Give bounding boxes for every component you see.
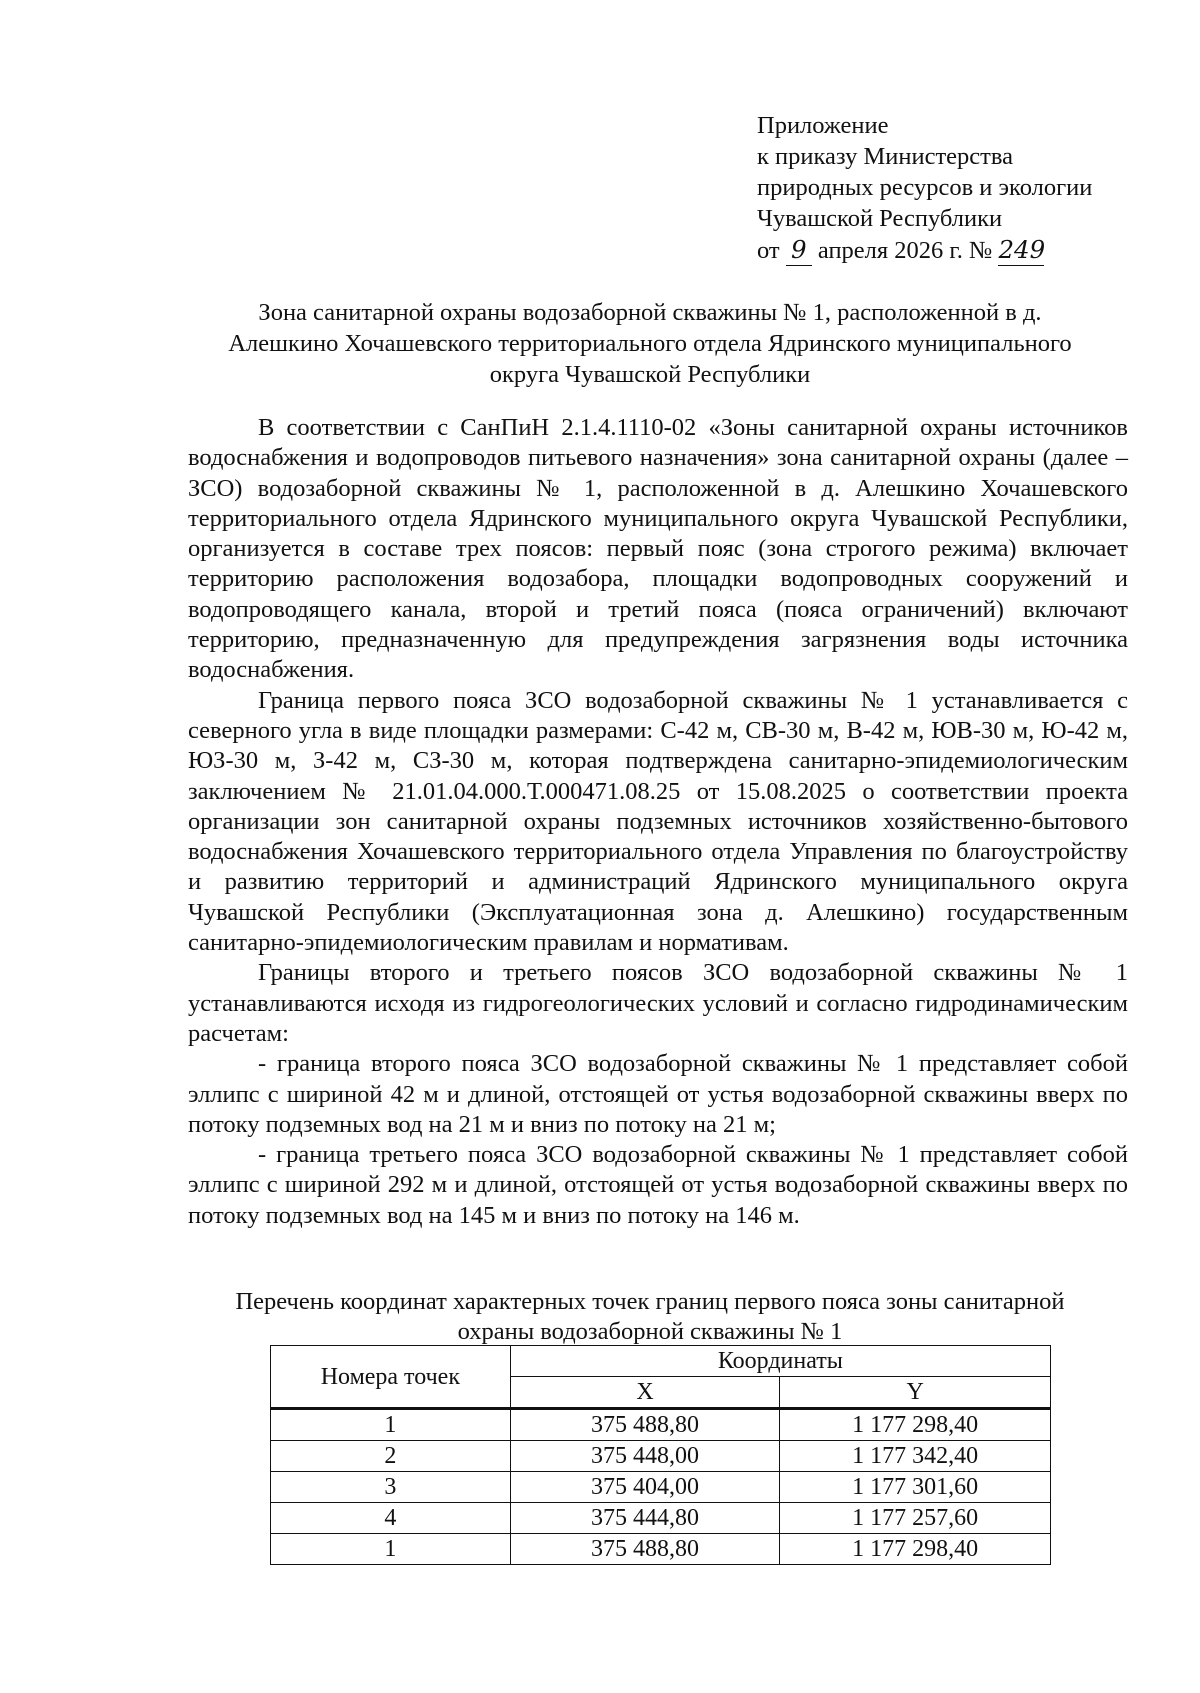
table-caption [150,1287,1150,1347]
header-coordinates: Координаты [510,1346,1050,1377]
document-title [150,297,1150,390]
paragraph-4: - граница второго пояса ЗСО водозаборной скважины № 1 представляет собой эллипс с шириной 42 м и длиной, отстоящей от устья водозаборной скважины вверх по потоку подземных вод на 21 м и вниз по потоку на 21 м; [188,1050,1128,1138]
paragraph-3: Границы второго и третьего поясов ЗСО водозаборной скважины № 1 устанавливаются исходя из гидрогеологических условий и согласно гидродинамическим расчетам: [188,959,1128,1047]
header-y: Y [780,1377,1051,1409]
handwritten-order-number: 249 [998,235,1046,264]
cell-point: 3 [271,1472,511,1503]
document-body [188,413,1128,1231]
cell-x: 375 488,80 [510,1409,780,1441]
title-line-3: округа Чувашской Республики [489,361,811,388]
table-row [271,1534,1051,1565]
header-line-1: Приложение [757,112,889,139]
table-row [271,1472,1051,1503]
paragraph-2: Граница первого пояса ЗСО водозаборной скважины № 1 устанавливается с северного угла в виде площадки размерами: С-42 м, СВ-30 м, В-42 м, ЮВ-30 м, Ю-42 м, ЮЗ-30 м, З-42 м, СЗ-30 м, которая подтверждена санитарно-эпидемиологическим заключением № 21.01.04.000.Т.000471.08.25 от 15.08.2025 о соответствии проекта организации зон санитарной охраны подземных источников хозяйственно-бытового водоснабжения Хочашевского территориального отдела Управления по благоустройству и развитию территорий и администраций Ядринского муниципального округа Чувашской Республики (Эксплуатационная зона д. Алешкино) государственным санитарно-эпидемиологическим правилам и нормативам. [188,686,1128,957]
header-date-line [757,234,1092,266]
cell-x: 375 404,00 [510,1472,780,1503]
paragraph-1: В соответствии с СанПиН 2.1.4.1110-02 «Зоны санитарной охраны источников водоснабжения и водопроводов питьевого назначения» зона санитарной охраны (далее – ЗСО) водозаборной скважины № 1, расположенной в д. Алешкино Хочашевского территориального отдела Ядринского муниципального округа Чувашской Республики, организуется в составе трех поясов: первый пояс (зона строгого режима) включает территорию расположения водозабора, площадки водопроводных сооружений и водопроводящего канала, второй и третий пояса (пояса ограничений) включают территорию, предназначенную для предупреждения загрязнения воды источника водоснабжения. [188,414,1128,684]
header-point-numbers: Номера точек [271,1346,511,1409]
table-row [271,1409,1051,1441]
cell-point: 4 [271,1503,511,1534]
header-line-3: природных ресурсов и экологии [757,174,1093,201]
table-row [271,1441,1051,1472]
cell-y: 1 177 298,40 [780,1409,1051,1441]
cell-x: 375 448,00 [510,1441,780,1472]
table-caption-line-2: охраны водозаборной скважины № 1 [457,1318,843,1345]
date-rest: апреля 2026 г. № [817,237,993,264]
title-line-2: Алешкино Хочашевского территориального отдела Ядринского муниципального [228,330,1072,357]
header-line-4: Чувашской Республики [757,205,1003,232]
coordinates-table [270,1345,1051,1565]
cell-point: 2 [271,1441,511,1472]
cell-point: 1 [271,1409,511,1441]
cell-y: 1 177 257,60 [780,1503,1051,1534]
table-caption-line-1: Перечень координат характерных точек границ первого пояса зоны санитарной [235,1288,1065,1315]
date-prefix: от [757,237,780,264]
cell-y: 1 177 301,60 [780,1472,1051,1503]
cell-y: 1 177 342,40 [780,1441,1051,1472]
title-line-1: Зона санитарной охраны водозаборной скважины № 1, расположенной в д. [258,299,1042,326]
cell-x: 375 444,80 [510,1503,780,1534]
paragraph-5: - граница третьего пояса ЗСО водозаборной скважины № 1 представляет собой эллипс с шириной 292 м и длиной, отстоящей от устья водозаборной скважины вверх по потоку подземных вод на 145 м и вниз по потоку на 146 м. [188,1141,1128,1229]
table-row [271,1503,1051,1534]
header-line-2: к приказу Министерства [757,143,1013,170]
cell-x: 375 488,80 [510,1534,780,1565]
header-x: X [510,1377,780,1409]
cell-y: 1 177 298,40 [780,1534,1051,1565]
cell-point: 1 [271,1534,511,1565]
handwritten-day: 9 [786,234,812,266]
appendix-header [757,110,1092,266]
